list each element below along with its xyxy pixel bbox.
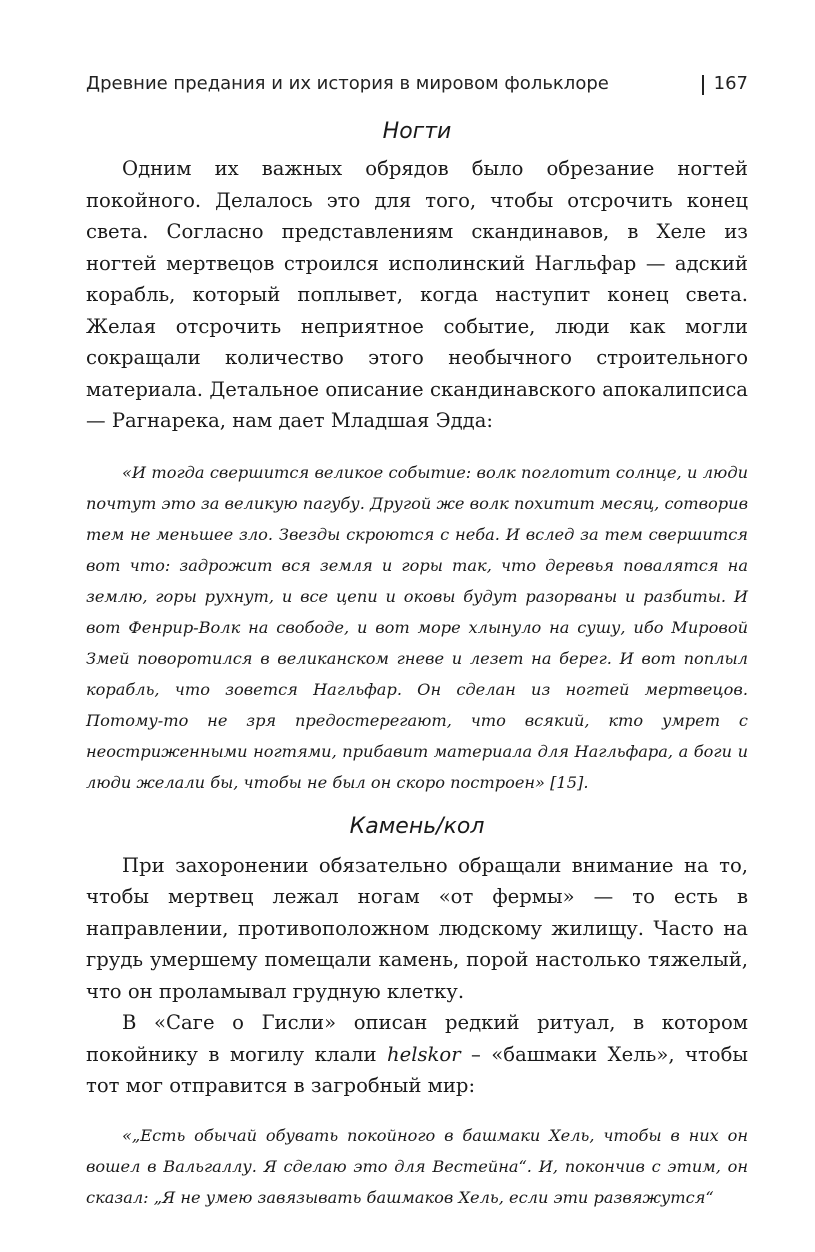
term-helskor: helskor	[386, 1042, 461, 1066]
paragraph-gisli-saga	[86, 1007, 748, 1102]
section-heading-nails: Ногти	[382, 119, 452, 144]
page-body	[86, 115, 748, 1213]
quote-ragnarok: «И тогда свершится великое событие: волк поглотит солнце, и люди почтут это за великую пагубу. Другой же волк похитит месяц, сотворив тем не меньшее зло. Звезды скроются с неба. И вслед за тем свершится вот что: задрожит вся земля и горы так, что деревья повалятся на землю, горы рухнут, и все цепи и оковы будут разорваны и разбиты. И вот Фенрир-Волк на свободе, и вот море хлынуло на сушу, ибо Мировой Змей поворотился в великанском гневе и лезет на берег. И вот поплыл корабль, что зовется Нагльфар. Он сделан из ногтей мертвецов. Потому-то не зря предостерегают, что всякий, кто умрет с неостриженными ногтями, прибавит материала для Нагльфара, а боги и люди желали бы, чтобы не был он скоро построен» [15].	[86, 462, 748, 792]
quote-hel-shoes: «„Есть обычай обувать покойного в башмаки Хель, чтобы в них он вошел в Вальгаллу. Я сделаю это для Вестейна“. И, покончив с этим, он сказал: „Я не умею завязывать башмаков Хель, если эти развяжутся“	[86, 1125, 748, 1207]
paragraph-gisli-before: В «Саге о Гисли» описан редкий ритуал, в котором покойнику в могилу клали	[86, 1011, 748, 1066]
section-heading-stone: Камень/кол	[349, 813, 485, 839]
page-header	[86, 72, 748, 102]
paragraph-gisli-after: – «башмаки Хель», чтобы тот мог отправится в загробный мир:	[86, 1042, 748, 1097]
page-number: 167	[713, 73, 748, 94]
header-divider	[702, 75, 704, 95]
paragraph-nails: Одним их важных обрядов было обрезание ногтей покойного. Делалось это для того, чтобы отсрочить конец света. Согласно представлениям скандинавов, в Хеле из ногтей мертвецов строился исполинский Нагльфар — адский корабль, который поплывет, когда наступит конец света. Желая отсрочить неприятное событие, люди как могли сокращали количество этого необычного строительного материала. Детальное описание скандинавского апокалипсиса — Рагнарека, нам дает Младшая Эдда:	[86, 157, 748, 432]
paragraph-burial: При захоронении обязательно обращали внимание на то, чтобы мертвец лежал ногам «от фермы» — то есть в направлении, противоположном людскому жилищу. Часто на грудь умершему помещали камень, порой настолько тяжелый, что он проламывал грудную клетку.	[86, 853, 748, 1003]
running-title: Древние предания и их история в мировом фольклоре	[86, 73, 609, 94]
